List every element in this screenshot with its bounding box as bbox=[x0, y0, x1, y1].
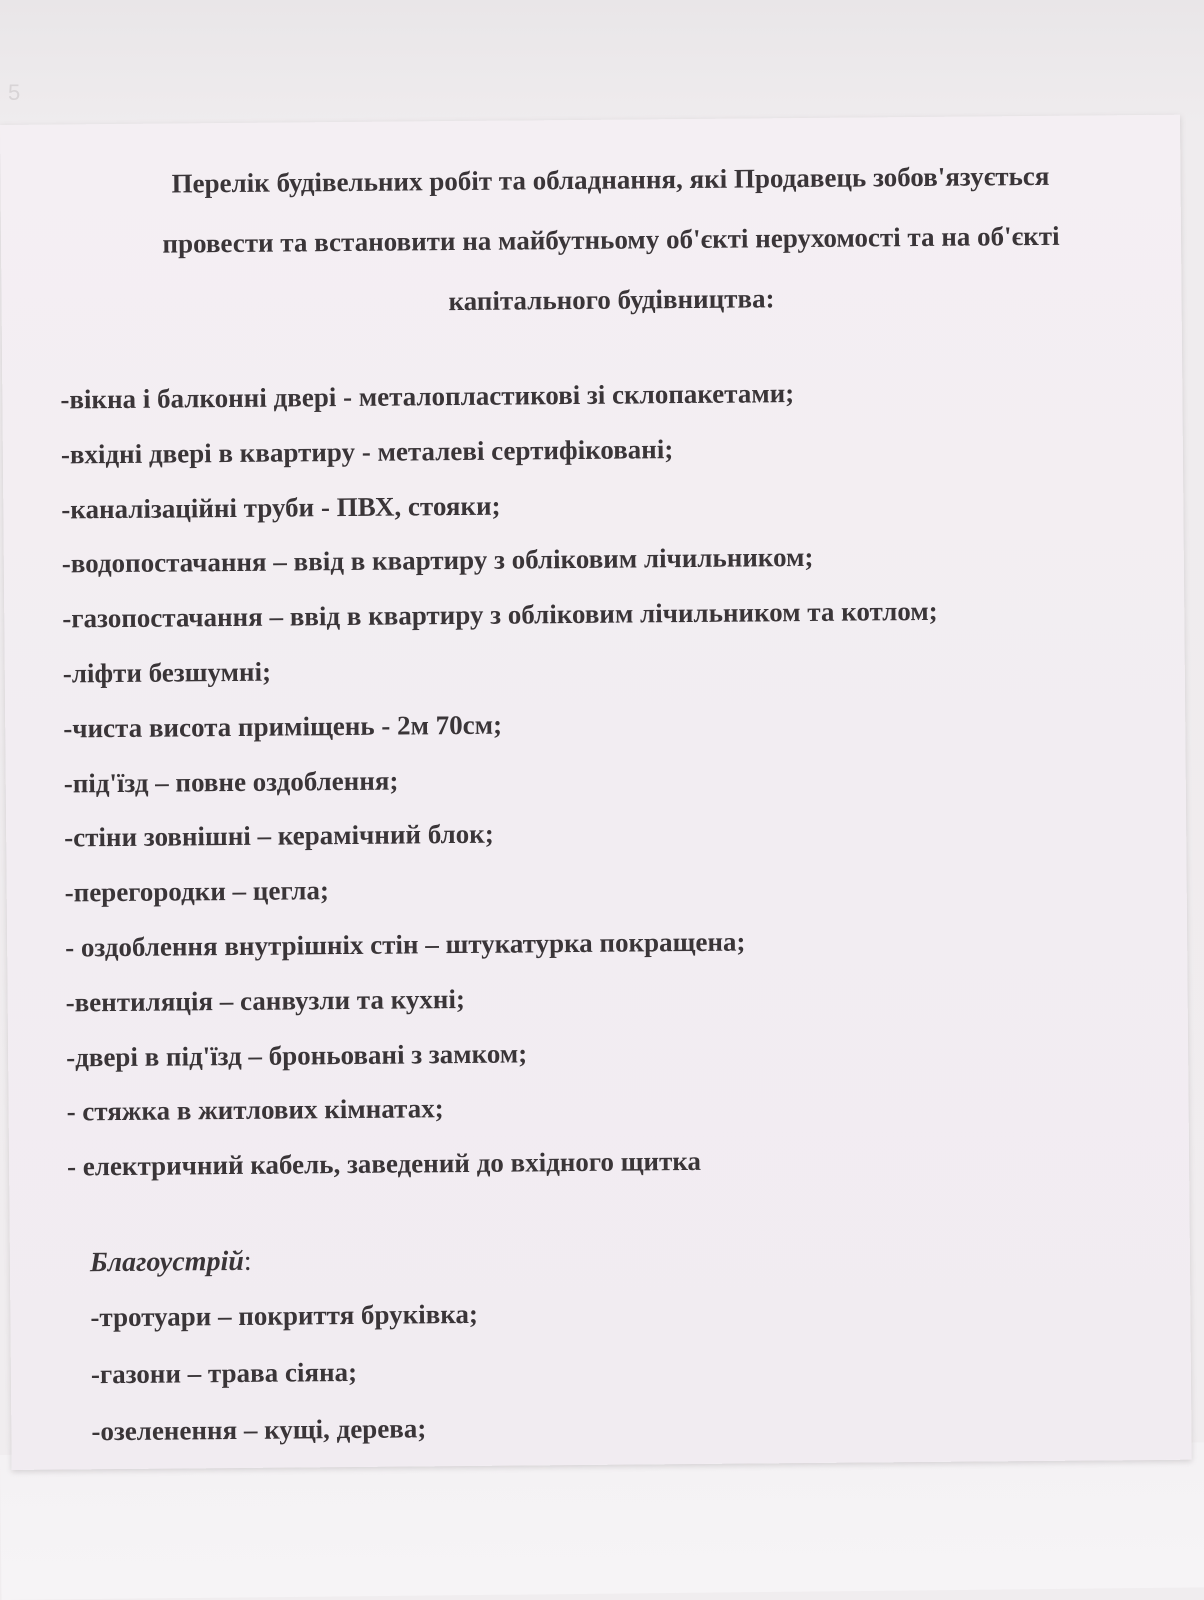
section-title-colon: : bbox=[243, 1245, 252, 1277]
landscaping-list bbox=[90, 1286, 479, 1460]
list-item: -водопостачання – ввід в квартиру з обліковим лічильником; bbox=[61, 542, 814, 579]
works-list bbox=[60, 365, 942, 1195]
list-item: -вхідні двері в квартиру - металеві сертифіковані; bbox=[60, 433, 674, 470]
list-item: - стяжка в житлових кімнатах; bbox=[66, 1093, 444, 1127]
list-item: - оздоблення внутрішніх стін – штукатурка покращена; bbox=[65, 926, 746, 963]
list-item: -газони – трава сіяна; bbox=[90, 1356, 358, 1390]
list-item: - електричний кабель, заведений до вхідного щитка bbox=[66, 1146, 702, 1182]
section-title-landscaping bbox=[90, 1235, 252, 1290]
faint-corner-mark: 5 bbox=[8, 80, 21, 105]
section-title-text: Благоустрій bbox=[89, 1245, 244, 1279]
list-item: -двері в під'їзд – броньовані з замком; bbox=[66, 1037, 528, 1073]
heading-line-2: провести та встановити на майбутньому об'єкті нерухомості та на об'єкті bbox=[162, 220, 1060, 259]
list-item: -тротуари – покриття бруківка; bbox=[90, 1298, 479, 1333]
list-item: -газопостачання – ввід в квартиру з обліковим лічильником та котлом; bbox=[62, 596, 938, 634]
document-sheet bbox=[0, 115, 1192, 1470]
list-item: -вентиляція – санвузли та кухні; bbox=[65, 983, 466, 1018]
list-item: -під'їзд – повне оздоблення; bbox=[63, 765, 399, 799]
heading-line-3: капітального будівництва: bbox=[448, 283, 775, 317]
document-heading bbox=[60, 145, 1162, 335]
document-content bbox=[0, 115, 1192, 1470]
list-item: -вікна і балконні двері - металопластикові зі склопакетами; bbox=[60, 378, 795, 415]
list-item: -стіни зовнішні – керамічний блок; bbox=[64, 819, 494, 853]
list-item: -чиста висота приміщень - 2м 70см; bbox=[63, 709, 503, 744]
list-item: -ліфти безшумні; bbox=[62, 656, 272, 689]
list-item: -каналізаційні труби - ПВХ, стояки; bbox=[61, 490, 501, 525]
heading-line-1: Перелік будівельних робіт та обладнання, які Продавець зобов'язується bbox=[171, 160, 1050, 199]
list-item: -перегородки – цегла; bbox=[64, 875, 330, 908]
list-item: -озеленення – кущі, дерева; bbox=[91, 1413, 427, 1447]
